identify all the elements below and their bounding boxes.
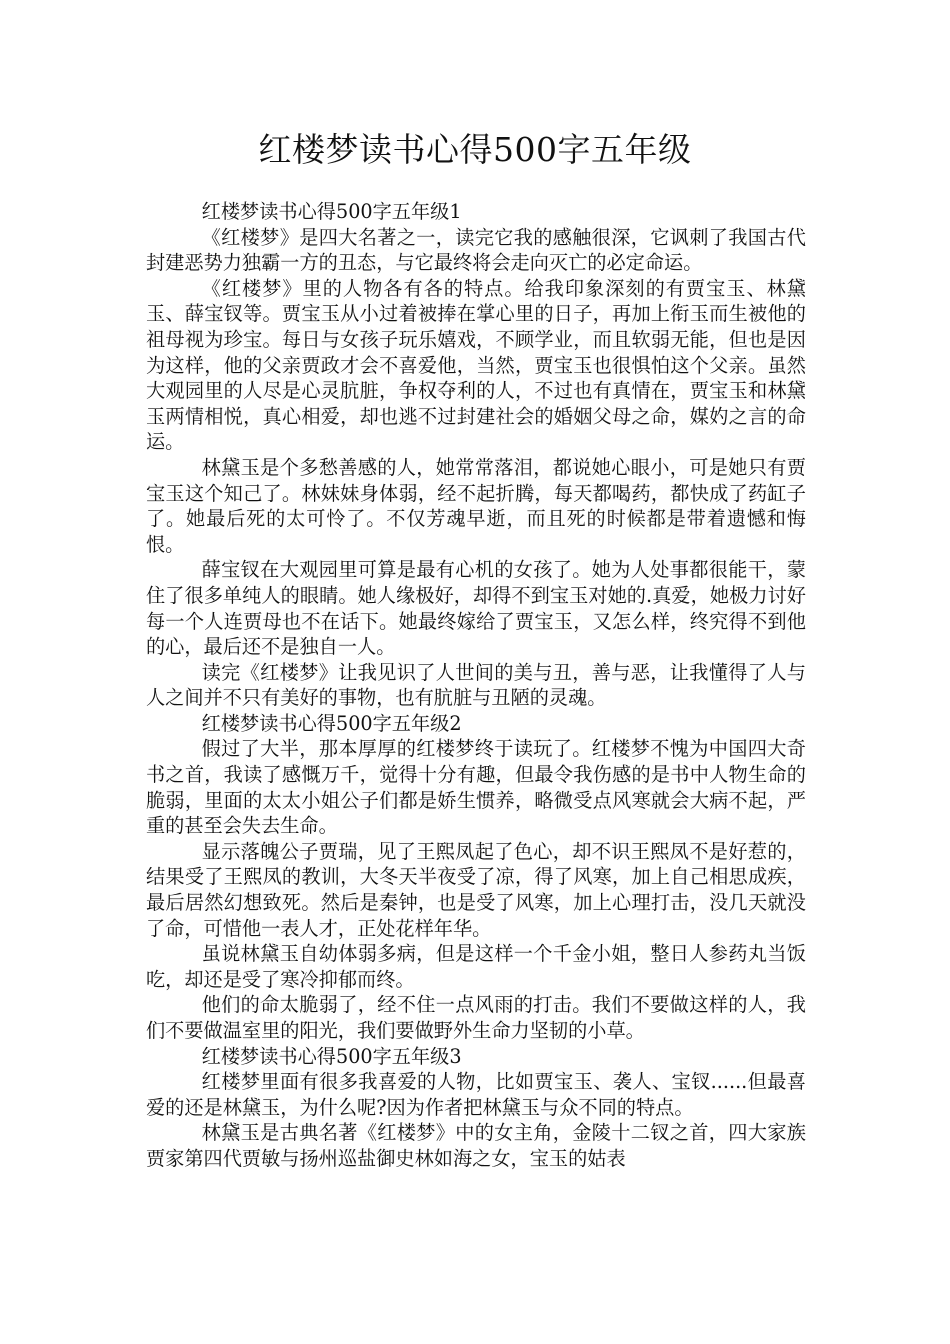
section-heading-3: 红楼梦读书心得500字五年级3 — [201, 1044, 462, 1068]
paragraph: 薛宝钗在大观园里可算是最有心机的女孩了。她为人处事都很能干，蒙住了很多单纯人的眼睛。她人缘极好，却得不到宝玉对她的.真爱，她极力讨好每一个人连贾母也不在话下。她最终嫁给了贾宝玉，又怎么样，终究得不到他的心，最后还不是独自一人。 — [146, 558, 806, 659]
paragraph: 林黛玉是古典名著《红楼梦》中的女主角，金陵十二钗之首，四大家族贾家第四代贾敏与扬州巡盐御史林如海之女，宝玉的姑表 — [146, 1121, 806, 1170]
paragraph: 红楼梦里面有很多我喜爱的人物，比如贾宝玉、袭人、宝钗......但最喜爱的还是林黛玉，为什么呢?因为作者把林黛玉与众不同的特点。 — [146, 1070, 806, 1119]
section-heading-2: 红楼梦读书心得500字五年级2 — [201, 711, 462, 735]
paragraph: 假过了大半，那本厚厚的红楼梦终于读玩了。红楼梦不愧为中国四大奇书之首，我读了感慨万千，觉得十分有趣，但最令我伤感的是书中人物生命的脆弱，里面的太太小姐公子们都是娇生惯养，略微受点风寒就会大病不起，严重的甚至会失去生命。 — [146, 737, 806, 838]
paragraph: 林黛玉是个多愁善感的人，她常常落泪，都说她心眼小，可是她只有贾宝玉这个知己了。林妹妹身体弱，经不起折腾，每天都喝药，都快成了药缸子了。她最后死的太可怜了。不仅芳魂早逝，而且死的时候都是带着遗憾和悔恨。 — [146, 455, 806, 556]
section-heading-1: 红楼梦读书心得500字五年级1 — [201, 200, 462, 223]
paragraph: 《红楼梦》里的人物各有各的特点。给我印象深刻的有贾宝玉、林黛玉、薛宝钗等。贾宝玉从小过着被捧在掌心里的日子，再加上衔玉而生被他的祖母视为珍宝。每日与女孩子玩乐嬉戏，不顾学业，而且软弱无能，但也是因为这样，他的父亲贾政才会不喜爱他，当然，贾宝玉也很惧怕这个父亲。虽然大观园里的人尽是心灵肮脏，争权夺利的人，不过也有真情在，贾宝玉和林黛玉两情相悦，真心相爱，却也逃不过封建社会的婚姻父母之命，媒妁之言的命运。 — [146, 276, 806, 454]
paragraph: 显示落魄公子贾瑞，见了王熙凤起了色心，却不识王熙凤不是好惹的，结果受了王熙凤的教训，大冬天半夜受了凉，得了风寒，加上自己相思成疾，最后居然幻想致死。然后是秦钟，也是受了风寒，加上心理打击，没几天就没了命，可惜他一表人才，正处花样年华。 — [146, 839, 806, 940]
paragraph: 虽说林黛玉自幼体弱多病，但是这样一个千金小姐，整日人参药丸当饭吃，却还是受了寒冷抑郁而终。 — [146, 942, 806, 991]
paragraph: 读完《红楼梦》让我见识了人世间的美与丑，善与恶，让我懂得了人与人之间并不只有美好的事物，也有肮脏与丑陋的灵魂。 — [146, 660, 806, 710]
document-title: 红楼梦读书心得500字五年级 — [258, 130, 692, 169]
paragraph: 《红楼梦》是四大名著之一，读完它我的感触很深，它讽刺了我国古代封建恶势力独霸一方的丑态，与它最终将会走向灭亡的必定命运。 — [146, 225, 806, 275]
document-body — [146, 199, 806, 1172]
paragraph: 他们的命太脆弱了，经不住一点风雨的打击。我们不要做这样的人，我们不要做温室里的阳光，我们要做野外生命力坚韧的小草。 — [146, 993, 806, 1042]
